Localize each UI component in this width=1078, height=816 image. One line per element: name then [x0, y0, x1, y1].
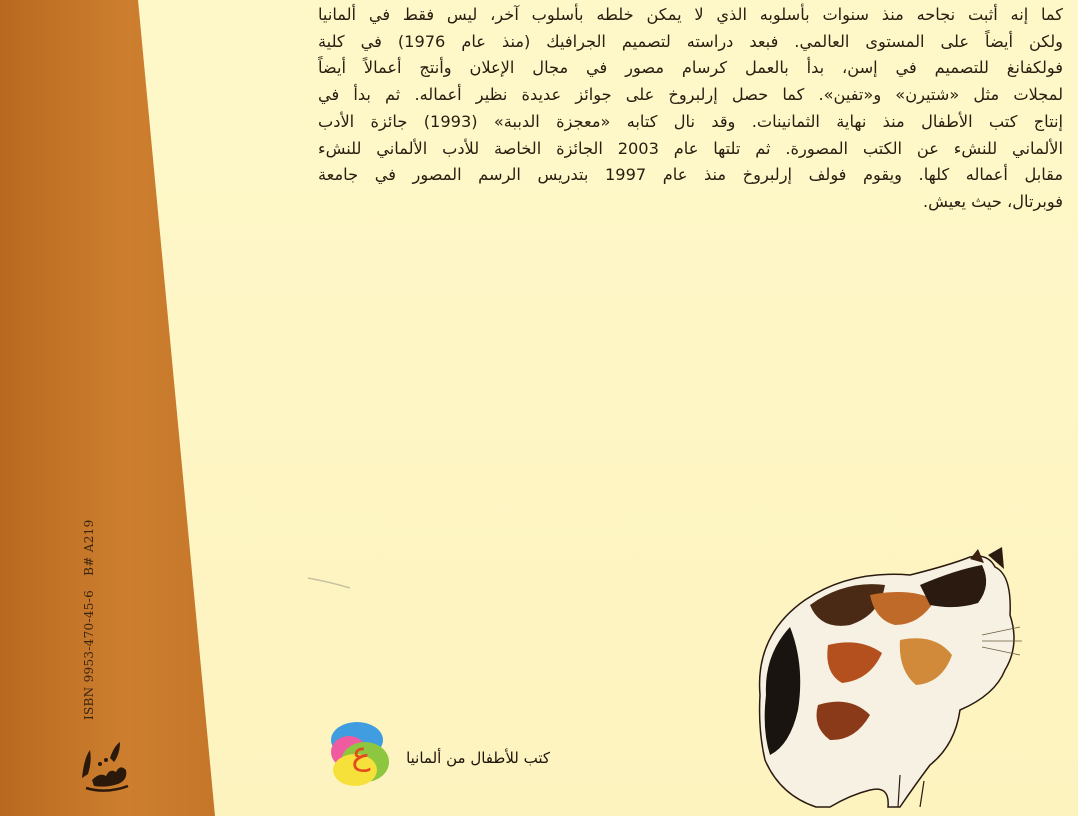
cat-illustration	[720, 545, 1045, 816]
spine-shape	[0, 0, 215, 816]
publisher-logo	[70, 728, 140, 798]
bio-line: فولكفانغ للتصميم في إسن، بدأ بالعمل كرسام مصور في مجال الإعلان وأنتج أعمالاً أيضاً	[318, 58, 1063, 78]
isbn-code	[82, 510, 96, 721]
bio-line: فوبرتال، حيث يعيش.	[922, 191, 1063, 211]
bio-line: الألماني للنشء عن الكتب المصورة. ثم تلتها عام 2003 الجائزة الخاصة للأدب الألماني للنشء	[318, 138, 1063, 158]
series-logo-letter: ع	[351, 734, 371, 772]
bio-line: إنتاج كتب الأطفال منذ نهاية الثمانينات. وقد نال كتابه «معجزة الدببة» (1993) جائزة الأدب	[318, 111, 1063, 131]
series-label: كتب للأطفال من ألمانيا	[406, 749, 550, 767]
pencil-scribble	[300, 560, 420, 600]
price-code: B# A219	[82, 519, 96, 576]
publisher-calligraphy-icon	[70, 728, 140, 798]
bio-line: كما إنه أثبت نجاحه منذ سنوات بأسلوبه الذي لا يمكن خلطه بأسلوب آخر، ليس فقط في ألمانيا	[318, 5, 1063, 24]
bio-line: مقابل أعماله كلها. ويقوم فولف إرلبروخ منذ عام 1997 بتدريس الرسم المصور في جامعة	[318, 165, 1063, 185]
bio-line: ولكن أيضاً على المستوى العالمي. فبعد دراسته لتصميم الجرافيك (منذ عام 1976) في كلية	[318, 31, 1063, 51]
author-biography	[318, 2, 1063, 216]
bio-line: لمجلات مثل «شتيرن» و«تفين». كما حصل إرلبروخ على جوائز عديدة نظير أعماله. ثم بدأ في	[318, 85, 1063, 105]
cover-spine-band	[0, 0, 215, 816]
series-logo	[323, 714, 393, 790]
series-logo-icon	[323, 714, 393, 790]
isbn-number: ISBN 9953-470-45-6	[82, 589, 96, 720]
